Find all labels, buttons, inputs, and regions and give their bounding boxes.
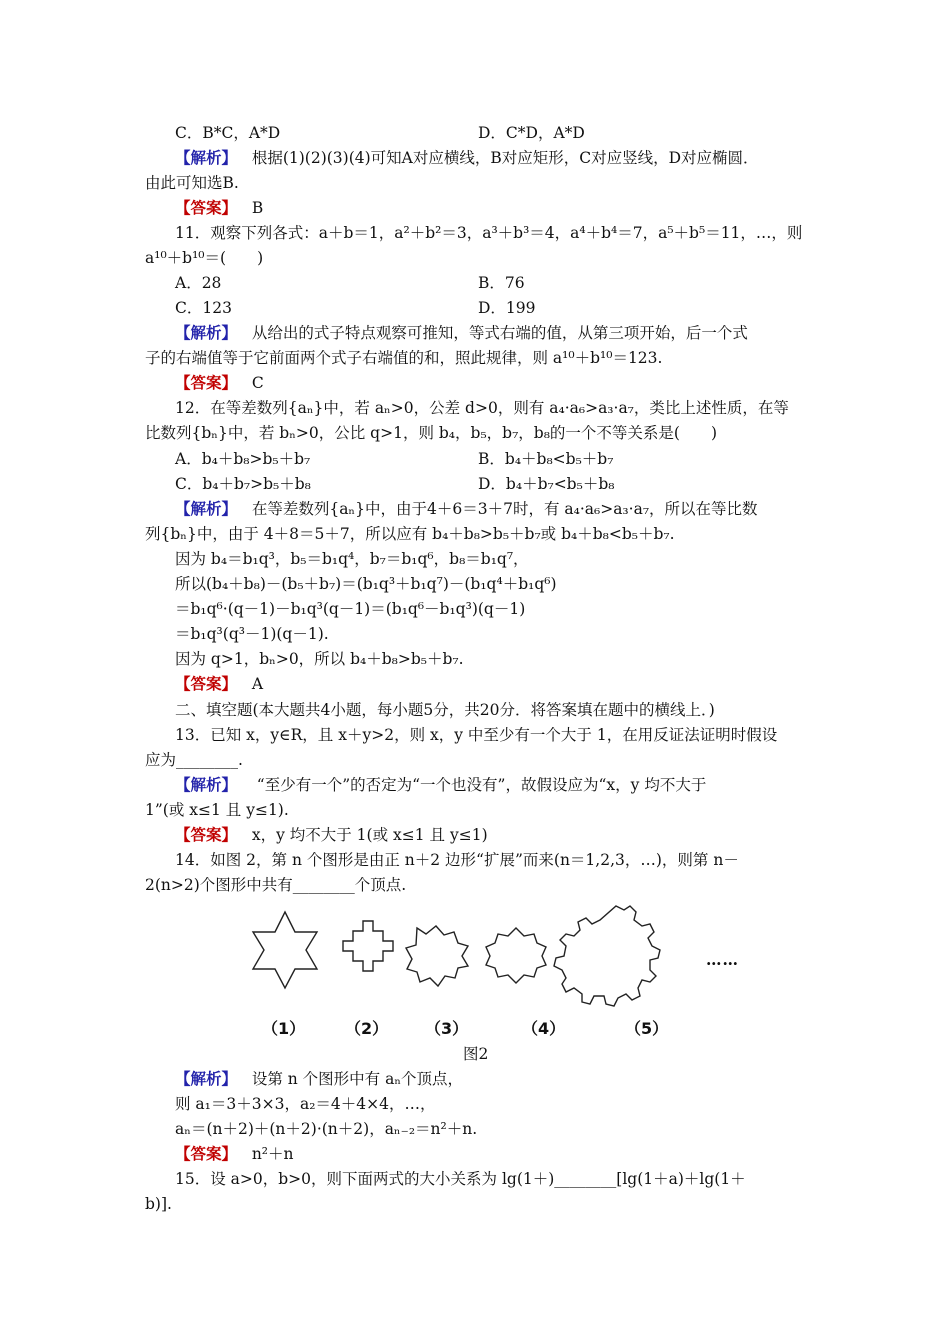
q11-analysis (175, 323, 748, 343)
q13-analysis-text: “至少有一个”的否定为“一个也没有”，故假设应为“x，y 均不大于 (256, 776, 707, 794)
q12-derivation-5: 因为 q>1，bₙ>0，所以 b₄＋b₈>b₅＋b₇. (175, 650, 464, 668)
figure-label-4: （4） (522, 1019, 566, 1038)
answer-tag: 【 答案 】 (175, 199, 237, 217)
q13-answer (175, 825, 488, 845)
shape-1-star (253, 912, 317, 988)
section-heading: 二、填空题(本大题共4小题，每小题5分，共20分．将答案填在题中的横线上．) (175, 701, 715, 719)
q11-analysis-text: 从给出的式子特点观察可推知，等式右端的值，从第三项开始，后一个式 (251, 324, 748, 342)
analysis-tag: 【 解析 】 (175, 1070, 237, 1088)
q11-option-c: C．123 (175, 299, 232, 317)
q11-answer (175, 373, 264, 393)
q14-analysis-text: 设第 n 个图形中有 aₙ个顶点， (251, 1070, 464, 1088)
figure-label-2: （2） (345, 1019, 389, 1038)
q13-analysis (175, 775, 706, 795)
q12-analysis (175, 499, 758, 519)
q10-analysis (175, 148, 759, 168)
analysis-tag: 【 解析 】 (175, 324, 237, 342)
figure-continuation-dots: …… (706, 950, 739, 969)
figure-2-shapes (240, 900, 750, 1010)
q12-analysis-text: 在等差数列{aₙ}中，由于4＋6＝3＋7时，有 a₄·a₆>a₃·a₇，所以在等比数 (251, 500, 758, 518)
answer-tag: 【 答案 】 (175, 675, 237, 693)
shape-3-pentagon-expansion (406, 926, 468, 986)
q11-stem: 11．观察下列各式：a＋b＝1，a²＋b²＝3，a³＋b³＝4，a⁴＋b⁴＝7，a⁵＋b⁵＝11，…，则 (175, 224, 803, 242)
q10-option-c: C．B*C，A*D (175, 124, 281, 142)
figure-caption: 图2 (463, 1045, 489, 1063)
q12-stem-cont: 比数列{bₙ}中，若 bₙ>0，公比 q>1，则 b₄，b₅，b₇，b₈的一个不等关系是( ) (145, 424, 718, 442)
shape-4-hexagon-expansion (486, 928, 546, 983)
q10-analysis-text: 根据(1)(2)(3)(4)可知A对应横线，B对应矩形，C对应竖线，D对应椭圆． (251, 149, 759, 167)
shape-5-heptagon-expansion (554, 906, 660, 1006)
q12-answer (175, 674, 263, 694)
analysis-tag: 【 解析 】 (175, 500, 237, 518)
q12-answer-value: A (251, 675, 264, 693)
q11-answer-value: C (251, 374, 264, 392)
figure-label-1: （1） (262, 1019, 306, 1038)
analysis-tag: 【 解析 】 (175, 776, 237, 794)
q14-stem-cont: 2(n>2)个图形中共有________个顶点. (145, 876, 407, 894)
q13-stem-cont: 应为________. (145, 751, 243, 769)
analysis-tag: 【 解析 】 (175, 149, 237, 167)
q12-derivation-1: 因为 b₄＝b₁q³，b₅＝b₁q⁴，b₇＝b₁q⁶，b₈＝b₁q⁷， (175, 550, 529, 568)
q10-option-d: D．C*D，A*D (478, 124, 585, 142)
q14-stem: 14．如图 2，第 n 个图形是由正 n＋2 边形“扩展”而来(n＝1,2,3，…)，则第 n－ (175, 851, 739, 869)
q14-derivation-2: aₙ＝(n＋2)＋(n＋2)·(n＋2)，aₙ₋₂＝n²＋n. (175, 1120, 478, 1138)
q12-derivation-4: ＝b₁q³(q³－1)(q－1). (175, 625, 329, 643)
q15-stem-cont: b)]. (145, 1195, 172, 1213)
q12-stem: 12．在等差数列{aₙ}中，若 aₙ>0，公差 d>0，则有 a₄·a₆>a₃·a₇，类比上述性质，在等 (175, 399, 789, 417)
q12-option-c: C．b₄＋b₇>b₅＋b₈ (175, 475, 311, 493)
q11-option-d: D．199 (478, 299, 536, 317)
q12-analysis-cont: 列{bₙ}中，由于 4＋8＝5＋7，所以应有 b₄＋b₈>b₅＋b₇或 b₄＋b₈<b₅＋b₇. (145, 525, 675, 543)
q10-answer-value: B (251, 199, 264, 217)
answer-tag: 【 答案 】 (175, 374, 237, 392)
q15-stem: 15．设 a>0，b>0，则下面两式的大小关系为 lg(1＋)________[lg(1＋a)＋lg(1＋ (175, 1170, 746, 1188)
q12-option-b: B．b₄＋b₈<b₅＋b₇ (478, 450, 614, 468)
q11-option-b: B．76 (478, 274, 525, 292)
q14-analysis (175, 1069, 463, 1089)
q14-answer-value: n²＋n (251, 1145, 294, 1163)
q12-option-d: D．b₄＋b₇<b₅＋b₈ (478, 475, 615, 493)
answer-tag: 【 答案 】 (175, 1145, 237, 1163)
answer-tag: 【 答案 】 (175, 826, 237, 844)
q12-derivation-2: 所以(b₄＋b₈)－(b₅＋b₇)＝(b₁q³＋b₁q⁷)－(b₁q⁴＋b₁q⁶) (175, 575, 557, 593)
q13-answer-value: x，y 均不大于 1(或 x≤1 且 y≤1) (251, 826, 488, 844)
q14-derivation-1: 则 a₁＝3＋3×3，a₂＝4＋4×4，…， (175, 1095, 436, 1113)
q10-answer (175, 198, 263, 218)
q11-option-a: A．28 (175, 274, 222, 292)
q11-stem-cont: a¹⁰＋b¹⁰＝( ) (145, 249, 264, 267)
q10-analysis-cont: 由此可知选B. (145, 174, 239, 192)
q12-derivation-3: ＝b₁q⁶·(q－1)－b₁q³(q－1)＝(b₁q⁶－b₁q³)(q－1) (175, 600, 526, 618)
q13-stem: 13．已知 x，y∈R，且 x＋y>2，则 x，y 中至少有一个大于 1，在用反证法证明时假设 (175, 726, 778, 744)
shape-2-square-expansion (343, 921, 393, 971)
q11-analysis-cont: 子的右端值等于它前面两个式子右端值的和，照此规律，则 a¹⁰＋b¹⁰＝123. (145, 349, 663, 367)
figure-label-5: （5） (625, 1019, 669, 1038)
figure-label-3: （3） (425, 1019, 469, 1038)
q12-option-a: A．b₄＋b₈>b₅＋b₇ (175, 450, 311, 468)
q14-answer (175, 1144, 294, 1164)
q13-analysis-cont: 1”(或 x≤1 且 y≤1). (145, 801, 289, 819)
